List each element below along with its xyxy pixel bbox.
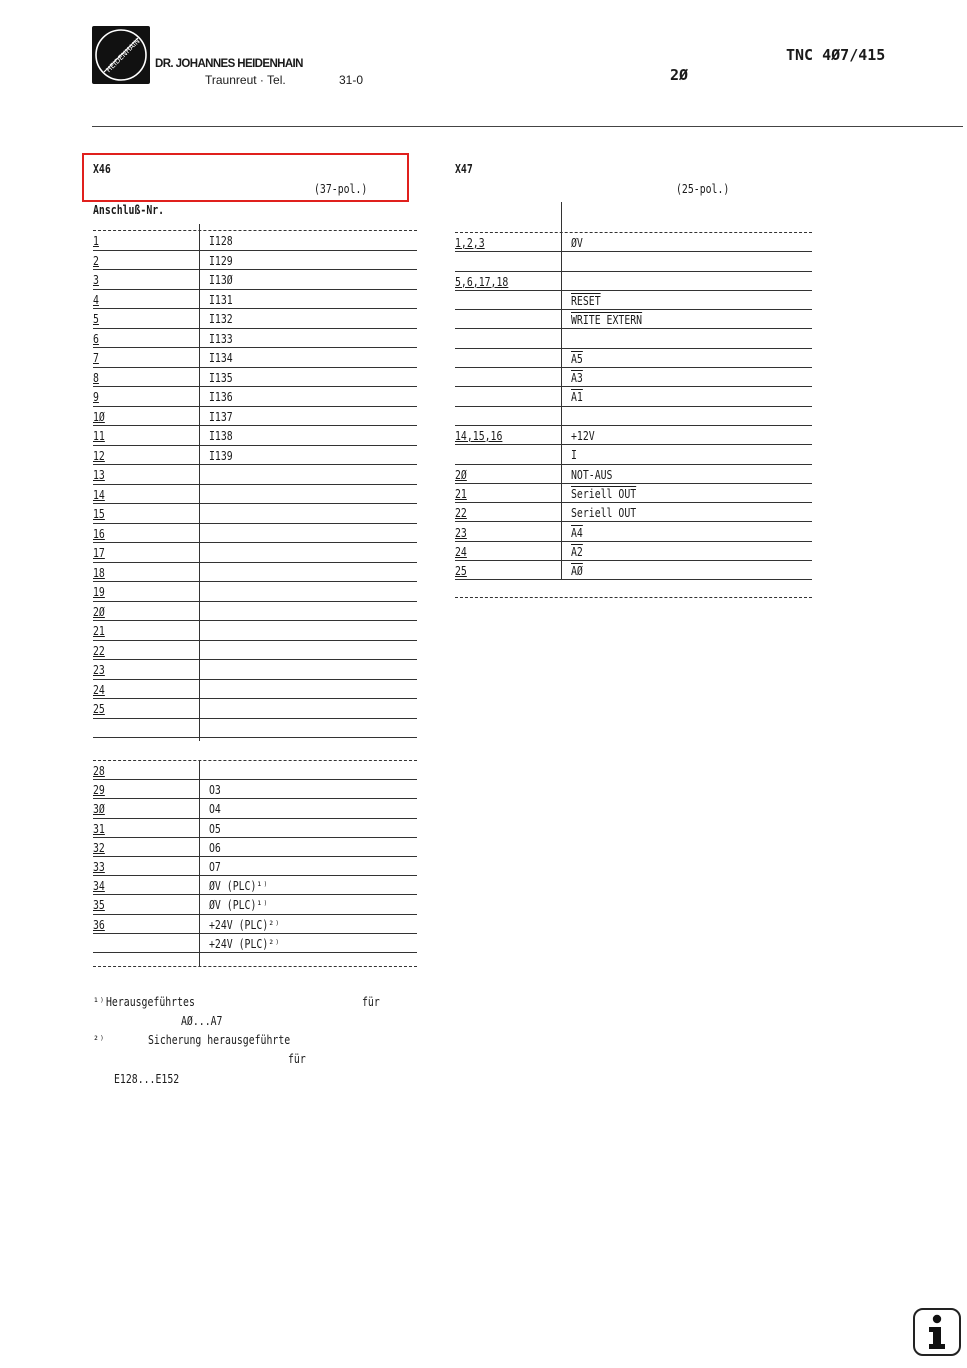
table-row [455,561,812,580]
table-row [93,485,417,505]
signal-name: A4 [571,525,583,540]
footnote-2-text: Sicherung herausgeführte [148,1033,291,1047]
table-row [455,503,812,522]
pin-number: 25 [455,564,467,579]
table-row [455,291,812,310]
pin-number: 29 [93,783,105,798]
pin-number: 34 [93,879,105,894]
pin-number: 21 [455,486,467,501]
signal-name: I13Ø [209,273,233,287]
table-row [93,780,417,799]
pin-number: 16 [93,526,105,541]
signal-name: I132 [209,312,233,326]
table-row [455,349,812,368]
signal-name: I136 [209,390,233,404]
pin-number: 32 [93,840,105,855]
pin-number: 3 [93,273,99,287]
table-bottom-rule [93,966,417,967]
table-row [93,563,417,583]
table-row [93,680,417,700]
heidenhain-logo-icon [92,26,150,84]
pin-number: 7 [93,351,99,365]
pin-number: 24 [455,544,467,559]
signal-name: I139 [209,448,233,463]
info-icon[interactable] [913,1308,961,1356]
table-row [455,407,812,426]
company-name: DR. JOHANNES HEIDENHAIN [155,58,303,70]
table-row [93,761,417,780]
table-row [93,348,417,368]
table-row [455,252,812,271]
pin-number: 33 [93,860,105,874]
table-row [93,524,417,544]
signal-name: NOT-AUS [571,467,613,482]
signal-name: I135 [209,370,233,385]
pin-number: 1Ø [93,409,105,424]
pin-number: 2 [93,253,99,268]
signal-name: O5 [209,821,221,836]
pin-number: 4 [93,292,99,307]
signal-name: O4 [209,802,221,817]
signal-name: +24V (PLC)²⁾ [209,917,281,932]
table-row [455,484,812,503]
signal-name: $\overline{AØ}$ [571,564,583,579]
table-row [455,465,812,484]
pin-number: 24 [93,682,105,697]
table-row [455,368,812,387]
table-row [93,876,417,895]
table-row [455,272,812,291]
table-row [93,660,417,680]
info-glyph-icon [922,1314,952,1350]
signal-name: I138 [209,429,233,443]
signal-name: WRITE EXTERN [571,313,643,328]
table-row [455,445,812,464]
pin-number: 28 [93,764,105,778]
signal-name: A1 [571,390,583,405]
table-row [93,719,417,739]
header-divider [92,126,963,127]
signal-name: ØV [571,236,583,250]
table-row [93,799,417,818]
pin-number: 5,6,17,18 [455,274,509,289]
table-row [93,915,417,934]
pin-number: 8 [93,370,99,385]
pin-number: 2Ø [93,604,105,619]
signal-name: +12V [571,429,595,443]
column-divider [199,224,200,741]
pin-number: 6 [93,331,99,346]
pin-number: 23 [455,525,467,540]
table-row [455,523,812,542]
table-row [455,330,812,349]
table-row [93,465,417,485]
table-row [93,368,417,388]
column-divider [199,760,200,966]
signal-name: O7 [209,860,221,874]
pin-number: 25 [93,702,105,716]
footnote-2-mark: ²⁾ [93,1033,105,1047]
table-row [93,446,417,466]
pin-number: 13 [93,468,105,482]
pin-number: 23 [93,663,105,677]
pin-number: 5 [93,312,99,326]
x46-subtitle: (37-pol.) [314,182,368,196]
pin-number: 1 [93,234,99,248]
table-row [93,934,417,953]
signal-name: I133 [209,331,233,346]
signal-name: ØV (PLC)¹⁾ [209,898,269,913]
footnote-1-text: Herausgeführtes [106,995,195,1009]
pin-number: 36 [93,917,105,932]
footnote-2-fuer: für [288,1052,306,1066]
pin-number: 14,15,16 [455,429,503,443]
table-row [93,838,417,857]
pin-number: 1,2,3 [455,236,485,250]
pin-number: 14 [93,487,105,502]
table-row [93,329,417,349]
pin-number: 3Ø [93,802,105,817]
table-row [93,426,417,446]
signal-name: ØV (PLC)¹⁾ [209,879,269,894]
table-row [93,543,417,563]
pin-number: 11 [93,429,105,443]
pin-number: 9 [93,390,99,404]
table-row [93,895,417,914]
signal-name: I129 [209,253,233,268]
table-row [455,542,812,561]
column-divider [561,202,562,579]
company-address: Traunreut · Tel. [205,73,286,87]
footnote-1-mark: ¹⁾ [93,995,105,1009]
table-row [93,699,417,719]
model-number: TNC 4Ø7/415 [786,46,886,64]
highlight-box [82,153,409,202]
table-row [455,426,812,445]
pin-number: 31 [93,821,105,836]
signal-name: Seriell OUT [571,486,637,501]
footnote-2-range: E128...E152 [114,1072,180,1086]
table-row [93,231,417,251]
signal-name: I134 [209,351,233,365]
svg-text:HEIDENHAIN: HEIDENHAIN [104,37,142,75]
signal-name: RESET [571,293,601,308]
signal-name: A3 [571,371,583,386]
x46-title: X46 [93,162,111,176]
signal-name: I128 [209,234,233,248]
table-row [93,582,417,602]
table-row [93,407,417,427]
signal-name: O6 [209,840,221,855]
signal-name: A5 [571,351,583,366]
pin-number: 19 [93,585,105,599]
pin-number: 17 [93,546,105,560]
pin-number: 22 [93,643,105,658]
pin-number: 35 [93,898,105,913]
page-number: 2Ø [670,66,689,84]
table-row [93,309,417,329]
pin-number: 21 [93,624,105,638]
pin-number: 22 [455,506,467,521]
pin-number: 12 [93,448,105,463]
table-bottom-rule [455,597,812,598]
signal-name: Seriell OUT [571,506,637,521]
table-row [93,641,417,661]
table-row [93,251,417,271]
signal-name: I131 [209,292,233,307]
signal-name: A2 [571,544,583,559]
x46-column-header: Anschluß-Nr. [93,203,165,217]
signal-name: +24V (PLC)²⁾ [209,936,281,951]
table-row [93,621,417,641]
table-row [93,857,417,876]
footnote-1-range: AØ...A7 [181,1014,223,1028]
pin-number: 15 [93,507,105,521]
pin-number: 2Ø [455,467,467,482]
signal-name: I [571,448,577,463]
table-row [93,290,417,310]
table-row [93,387,417,407]
signal-name: O3 [209,783,221,798]
table-row [455,310,812,329]
table-row [93,602,417,622]
table-row [455,387,812,406]
x47-subtitle: (25-pol.) [676,182,730,196]
footnote-1-fuer: für [362,995,380,1009]
table-row [93,504,417,524]
x47-title: X47 [455,162,473,176]
table-row [93,270,417,290]
table-row [455,233,812,252]
table-row [93,819,417,838]
signal-name: I137 [209,409,233,424]
company-phone: 31-0 [339,73,364,87]
pin-number: 18 [93,565,105,580]
